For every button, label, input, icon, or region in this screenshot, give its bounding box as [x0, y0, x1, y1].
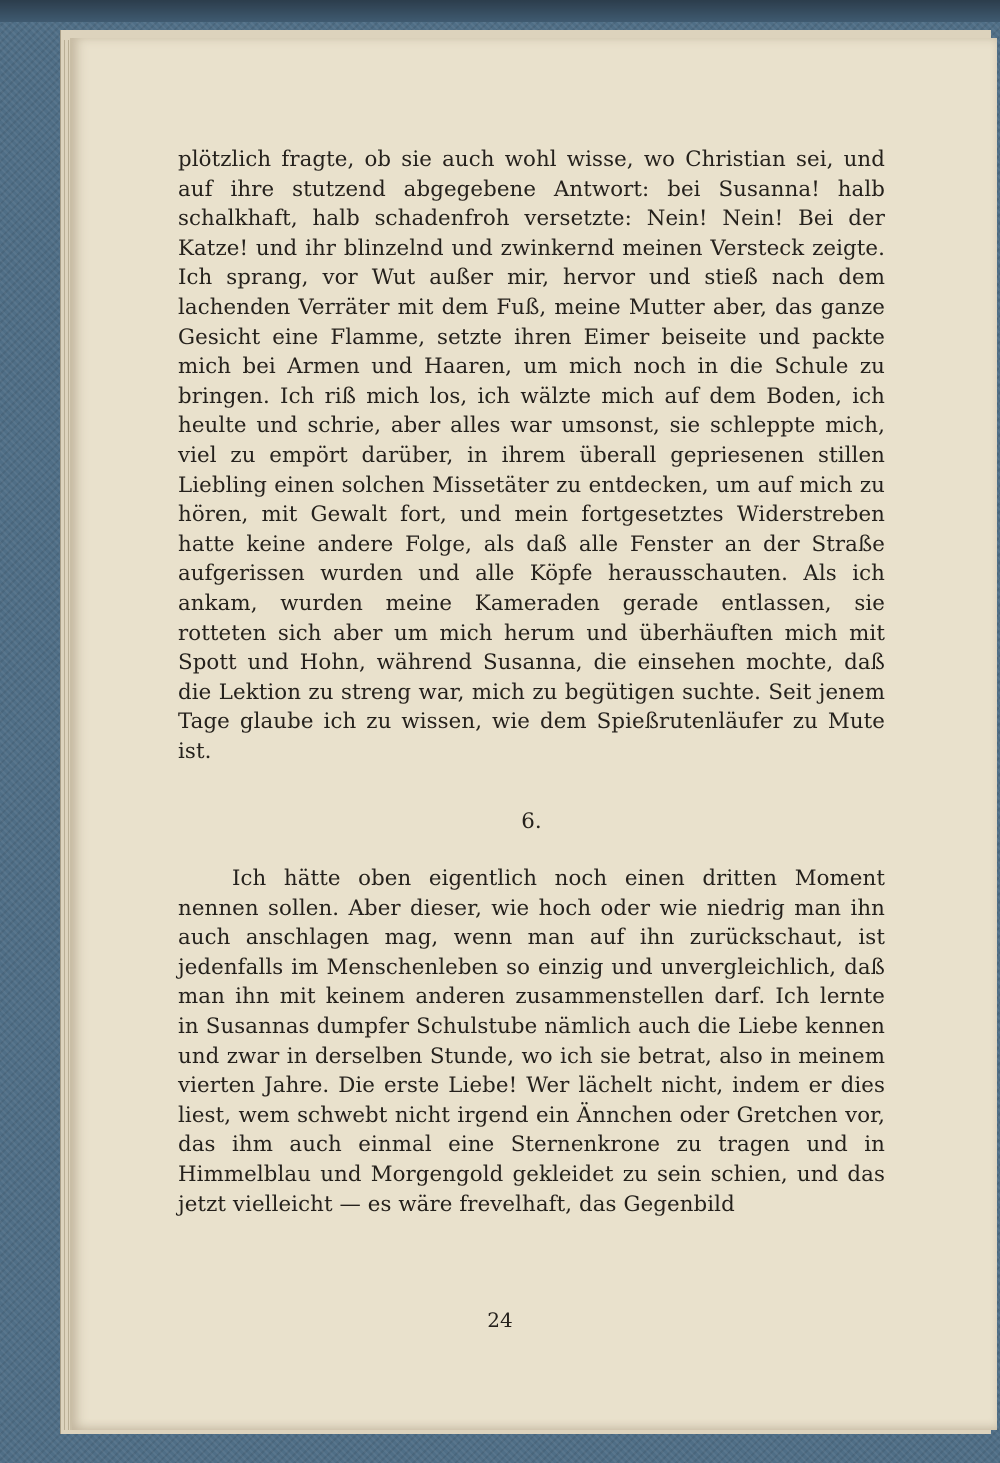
book-cover-top	[0, 0, 1000, 22]
page-edge	[68, 40, 69, 1430]
page-body	[178, 145, 885, 1219]
paragraph: Ich hätte oben eigentlich noch einen dritten Moment nennen sollen. Aber dieser, wie hoch oder wie niedrig man ihn auch anschlagen mag, wenn man auf ihn zurückschaut, ist jedenfalls im Menschenleben so einzig und unvergleichlich, daß man ihn mit keinem anderen zusammenstellen darf. Ich lernte in Susannas dumpfer Schulstube nämlich auch die Liebe kennen und zwar in derselben Stunde, wo ich sie betrat, also in meinem vierten Jahre. Die erste Liebe! Wer lächelt nicht, indem er dies liest, wem schwebt nicht irgend ein Ännchen oder Gretchen vor, das ihm auch einmal eine Sternenkrone zu tragen und in Himmelblau und Morgengold gekleidet zu sein schien, und das jetzt vielleicht — es wäre frevelhaft, das Gegenbild	[178, 866, 885, 1217]
page-edge	[64, 40, 65, 1430]
section-heading: 6.	[521, 809, 542, 835]
paragraph: plötzlich fragte, ob sie auch wohl wisse, wo Christian sei, und auf ihre stutzend abgegebene Antwort: bei Susanna! halb schalkhaft, halb schadenfroh versetzte: Nein! Nein! Bei der Katze! und ihr blinzelnd und zwinkernd meinen Versteck zeigte. Ich sprang, vor Wut außer mir, hervor und stieß nach dem lachenden Verräter mit dem Fuß, meine Mutter aber, das ganze Gesicht eine Flamme, setzte ihren Eimer beiseite und packte mich bei Armen und Haaren, um mich noch in die Schule zu bringen. Ich riß mich los, ich wälzte mich auf dem Boden, ich heulte und schrie, aber alles war umsonst, sie schleppte mich, viel zu empört darüber, in ihrem überall gepriesenen stillen Liebling einen solchen Missetäter zu entdecken, um auf mich zu hören, mit Gewalt fort, und mein fortgesetztes Widerstreben hatte keine andere Folge, als daß alle Fenster an der Straße aufgerissen wurden und alle Köpfe herausschauten. Als ich ankam, wurden meine Kameraden gerade entlassen, sie rotteten sich aber um mich herum und überhäuften mich mit Spott und Hohn, während Susanna, die einsehen mochte, daß die Lektion zu streng war, mich zu begütigen suchte. Seit jenem Tage glaube ich zu wissen, wie dem Spießrutenläufer zu Mute ist.	[178, 147, 885, 764]
page-number: 24	[487, 1308, 513, 1332]
